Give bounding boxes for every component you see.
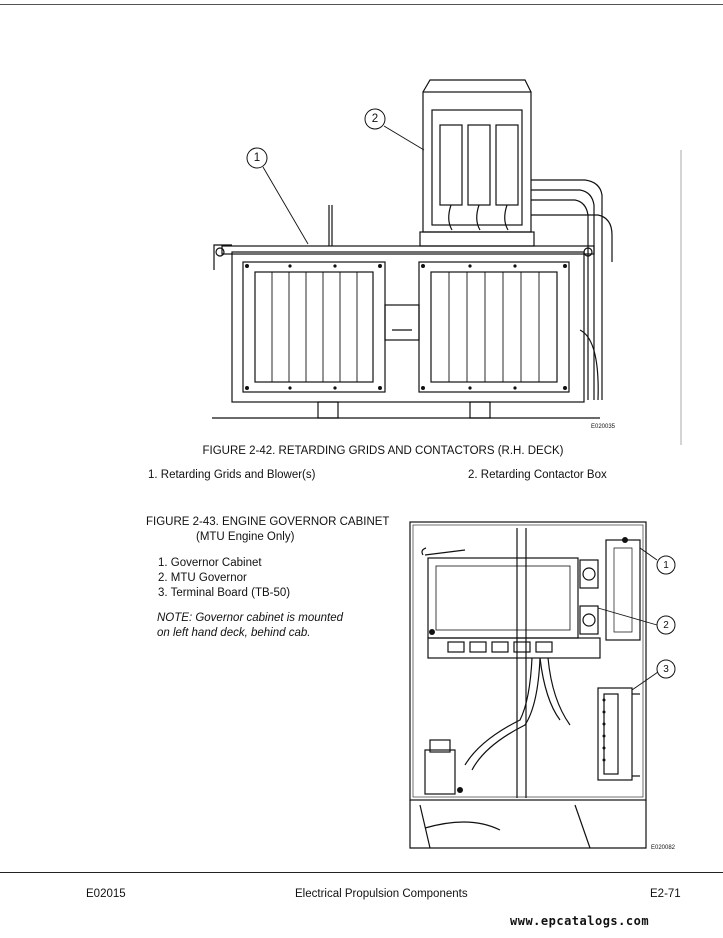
legend-item: 1. Governor Cabinet [158, 557, 262, 569]
callout-3: 3 [663, 664, 669, 675]
figure-42-caption: FIGURE 2-42. RETARDING GRIDS AND CONTACTORS (R.H. DECK) [202, 445, 564, 457]
footer-page-number: E2-71 [650, 888, 681, 900]
callout-1: 1 [663, 560, 669, 571]
note-line: NOTE: Governor cabinet is mounted [157, 612, 343, 624]
callout-2: 2 [371, 113, 379, 125]
footer-rule [0, 872, 723, 873]
legend-item: 2. MTU Governor [158, 572, 247, 584]
legend-item: 3. Terminal Board (TB-50) [158, 587, 291, 599]
callout-2: 2 [663, 620, 669, 631]
callout-1: 1 [253, 152, 261, 164]
watermark: www.epcatalogs.com [510, 914, 650, 928]
figure-code: E020082 [651, 845, 676, 851]
note-line: on left hand deck, behind cab. [157, 627, 311, 639]
legend-item: 1. Retarding Grids and Blower(s) [148, 469, 316, 481]
figure-43-subcaption: (MTU Engine Only) [196, 531, 295, 543]
footer-section-title: Electrical Propulsion Components [295, 888, 468, 900]
footer-doc-id: E02015 [86, 888, 126, 900]
figure-code: E020035 [591, 424, 616, 430]
figure-43-caption: FIGURE 2-43. ENGINE GOVERNOR CABINET [146, 516, 390, 528]
legend-item: 2. Retarding Contactor Box [468, 469, 607, 481]
